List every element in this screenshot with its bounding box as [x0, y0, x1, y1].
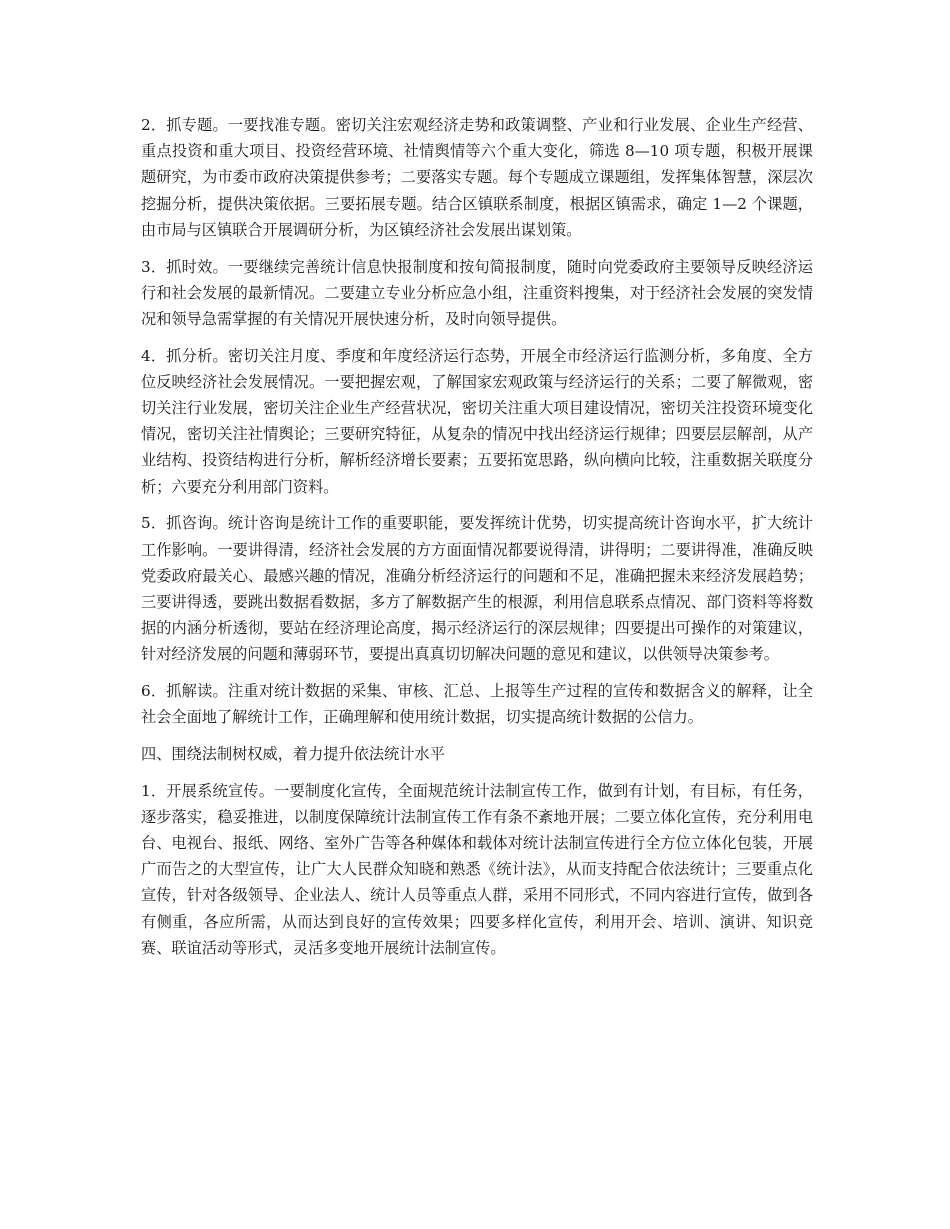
paragraph-consulting: 5．抓咨询。统计咨询是统计工作的重要职能，要发挥统计优势，切实提高统计咨询水平，扩大统计工作影响。一要讲得清，经济社会发展的方方面面情况都要说得清，讲得明；二要讲得准，准确反映党委政府最关心、最感兴趣的情况，准确分析经济运行的问题和不足，准确把握未来经济发展趋势；三要讲得透，要跳出数据看数据，多方了解数据产生的根源，利用信息联系点情况、部门资料等将数据的内涵分析透彻，要站在经济理论高度，揭示经济运行的深层规律；四要提出可操作的对策建议，针对经济发展的问题和薄弱环节，要提出真真切切解决问题的意见和建议，以供领导决策参考。: [141, 514, 813, 664]
paragraph-timeliness: 3．抓时效。一要继续完善统计信息快报制度和按旬简报制度，随时向党委政府主要领导反映经济运行和社会发展的最新情况。二要建立专业分析应急小组，注重资料搜集，对于经济社会发展的突发情况和领导急需掌握的有关情况开展快速分析，及时向领导提供。: [141, 257, 813, 328]
paragraph-analysis: 4．抓分析。密切关注月度、季度和年度经济运行态势，开展全市经济运行监测分析，多角度、全方位反映经济社会发展情况。一要把握宏观，了解国家宏观政策与经济运行的关系；二要了解微观，密切关注行业发展，密切关注企业生产经营状况，密切关注重大项目建设情况，密切关注投资环境变化情况，密切关注社情舆论；三要研究特征，从复杂的情况中找出经济运行规律；四要层层解剖，从产业结构、投资结构进行分析，解析经济增长要素；五要拓宽思路，纵向横向比较，注重数据关联度分析；六要充分利用部门资料。: [141, 346, 813, 496]
section-heading: 四、围绕法制树权威，着力提升依法统计水平: [141, 744, 445, 763]
paragraph-special-topics: 2．抓专题。一要找准专题。密切关注宏观经济走势和政策调整、产业和行业发展、企业生产经营、重点投资和重大项目、投资经营环境、社情舆情等六个重大变化，筛选 8—10 项专题，积极开展课题研究，为市委市政府决策提供参考；二要落实专题。每个专题成立课题组，发挥集体智慧，深层次挖掘分析，提供决策依据。三要拓展专题。结合区镇联系制度，根据区镇需求，确定 1—2 个课题，由市局与区镇联合开展调研分析，为区镇经济社会发展出谋划策。: [141, 116, 813, 239]
paragraph-system-publicity: 1．开展系统宣传。一要制度化宣传，全面规范统计法制宣传工作，做到有计划，有目标，有任务，逐步落实，稳妥推进，以制度保障统计法制宣传工作有条不紊地开展；二要立体化宣传，充分利用电台、电视台、报纸、网络、室外广告等各种媒体和载体对统计法制宣传进行全方位立体化包装，开展广而告之的大型宣传，让广大人民群众知晓和熟悉《统计法》，从而支持配合依法统计；三要重点化宣传，针对各级领导、企业法人、统计人员等重点人群，采用不同形式，不同内容进行宣传，做到各有侧重，各应所需，从而达到良好的宣传效果；四要多样化宣传，利用开会、培训、演讲、知识竞赛、联谊活动等形式，灵活多变地开展统计法制宣传。: [141, 781, 813, 957]
paragraph-interpretation: 6．抓解读。注重对统计数据的采集、审核、汇总、上报等生产过程的宣传和数据含义的解释，让全社会全面地了解统计工作，正确理解和使用统计数据，切实提高统计数据的公信力。: [141, 682, 813, 727]
document-page: [141, 112, 813, 972]
